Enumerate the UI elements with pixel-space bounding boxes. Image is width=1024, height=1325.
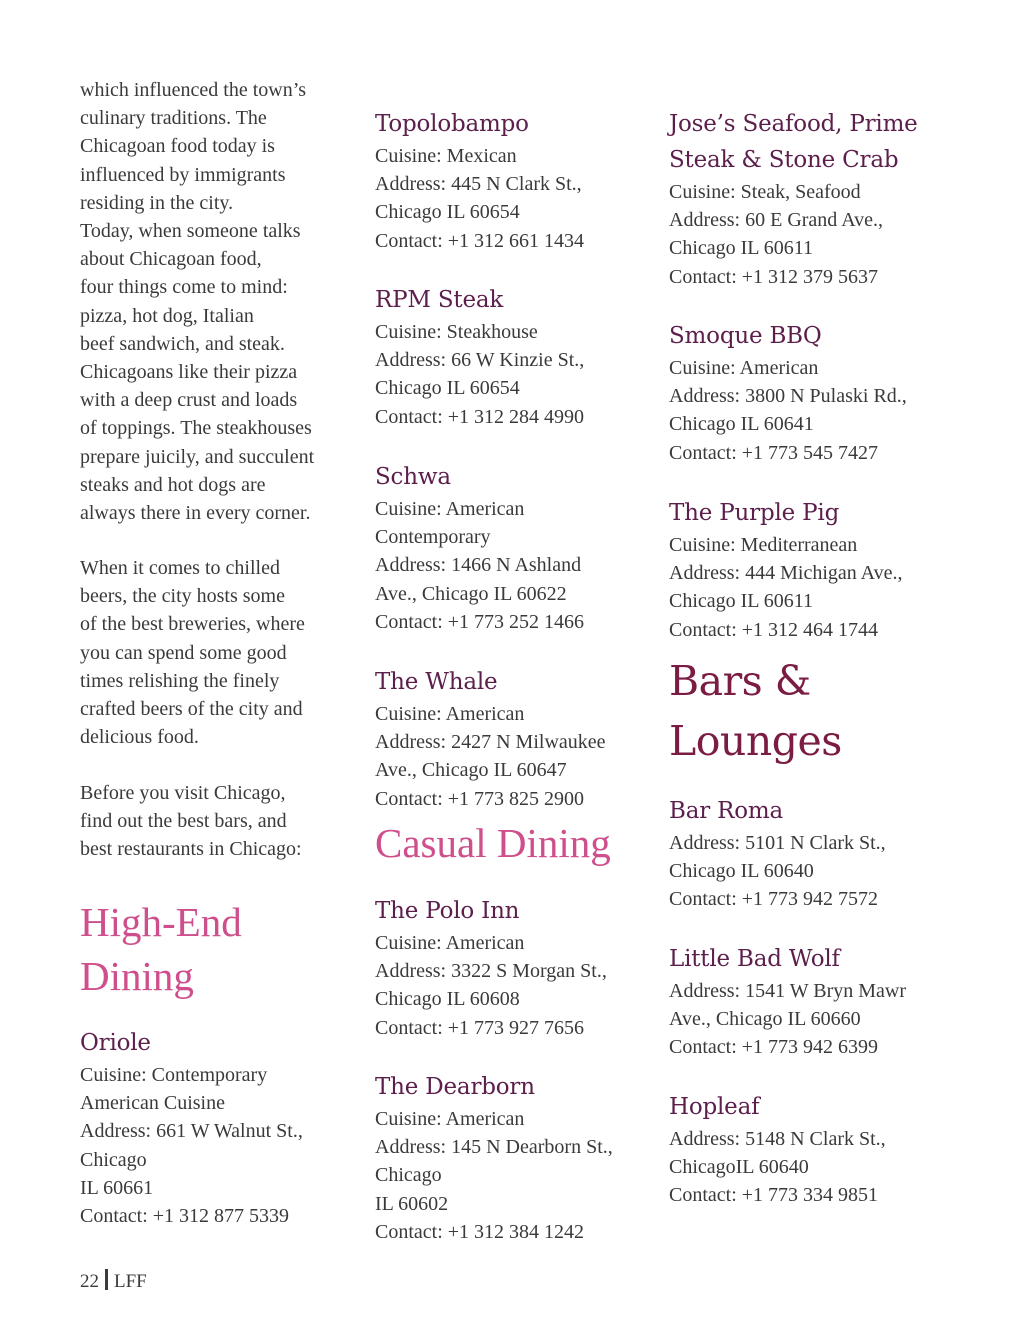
venue-detail: Contact: +1 773 942 7572 <box>669 888 879 911</box>
text-line: Before you visit Chicago, <box>80 782 286 804</box>
text-line: delicious food. <box>80 726 199 749</box>
section-heading-line: High-End <box>80 899 242 945</box>
venue-name: The Dearborn <box>375 1074 535 1100</box>
venue-detail: Address: 145 N Dearborn St., <box>375 1136 613 1159</box>
venue-detail: Address: 444 Michigan Ave., <box>669 562 903 585</box>
text-line: crafted beers of the city and <box>80 698 303 721</box>
venue-name: Steak & Stone Crab <box>669 147 899 173</box>
venue-detail: Chicago IL 60654 <box>375 377 520 400</box>
text-line: always there in every corner. <box>80 502 311 525</box>
venue-detail: Contact: +1 773 942 6399 <box>669 1036 879 1059</box>
venue-detail: Cuisine: American <box>669 357 819 379</box>
venue-detail: Contact: +1 312 661 1434 <box>375 229 585 252</box>
text-line: influenced by immigrants <box>80 163 286 186</box>
venue-detail: Address: 1466 N Ashland <box>375 554 582 577</box>
section-heading-high-end-dining <box>80 895 242 1003</box>
section-heading-line: Bars & <box>669 657 811 705</box>
text-line: residing in the city. <box>80 191 234 214</box>
venue-detail: Cuisine: American <box>375 498 525 520</box>
section-heading-line: Dining <box>80 953 194 999</box>
venue-name: Topolobampo <box>375 111 529 137</box>
venue-detail: Contemporary <box>375 526 491 549</box>
footer-divider <box>105 1269 108 1290</box>
venue-schwa <box>375 460 584 636</box>
venue-the-polo-inn <box>375 894 607 1042</box>
venue-detail: Contact: +1 312 464 1744 <box>669 618 879 641</box>
venue-name: Bar Roma <box>669 798 784 824</box>
section-heading-casual-dining: Casual Dining <box>375 820 611 866</box>
venue-detail: Address: 661 W Walnut St., <box>80 1120 303 1143</box>
text-line: which influenced the town’s <box>80 79 307 101</box>
venue-detail: Chicago <box>80 1148 147 1171</box>
text-line: about Chicagoan food, <box>80 248 262 271</box>
venue-detail: Cuisine: American <box>375 932 525 954</box>
section-heading-line: Lounges <box>669 717 842 765</box>
venue-name: Oriole <box>80 1030 151 1056</box>
venue-detail: Address: 60 E Grand Ave., <box>669 209 884 232</box>
venue-detail: Address: 66 W Kinzie St., <box>375 349 585 372</box>
venue-name: Jose’s Seafood, Prime <box>669 111 918 137</box>
venue-detail: Chicago IL 60641 <box>669 413 814 436</box>
text-line: Chicagoans like their pizza <box>80 361 298 384</box>
text-line: you can spend some good <box>80 641 287 664</box>
venue-oriole <box>80 1026 303 1230</box>
venue-detail: Chicago <box>375 1164 442 1187</box>
text-line: with a deep crust and loads <box>80 389 298 412</box>
venue-detail: Contact: +1 773 252 1466 <box>375 610 585 633</box>
venue-detail: Contact: +1 312 384 1242 <box>375 1220 585 1243</box>
venue-detail: Contact: +1 312 284 4990 <box>375 405 585 428</box>
text-line: of the best breweries, where <box>80 613 305 636</box>
venue-detail: Ave., Chicago IL 60622 <box>375 582 567 605</box>
intro-paragraph-2 <box>80 554 305 751</box>
text-line: times relishing the finely <box>80 669 280 692</box>
venue-detail: Chicago IL 60611 <box>669 237 814 260</box>
venue-detail: Address: 1541 W Bryn Mawr <box>669 980 907 1002</box>
venue-detail: Cuisine: Mediterranean <box>669 534 858 556</box>
venue-detail: IL 60661 <box>80 1176 154 1199</box>
venue-detail: Chicago IL 60608 <box>375 988 520 1011</box>
intro-paragraph-1 <box>80 76 365 527</box>
venue-smoque-bbq <box>669 319 907 467</box>
text-line: culinary traditions. The <box>80 107 267 130</box>
venue-detail: Contact: +1 773 545 7427 <box>669 441 879 464</box>
venue-detail: Address: 5101 N Clark St., <box>669 832 886 854</box>
text-line: Today, when someone talks <box>80 220 301 243</box>
venue-detail: ChicagoIL 60640 <box>669 1156 809 1179</box>
venue-joses-seafood <box>669 107 918 291</box>
venue-detail: Contact: +1 773 825 2900 <box>375 787 585 810</box>
publication-name: LFF <box>114 1271 147 1292</box>
section-heading-bars-lounges <box>669 651 842 771</box>
text-line: prepare juicily, and succulent <box>80 445 315 468</box>
venue-detail: Ave., Chicago IL 60660 <box>669 1008 861 1031</box>
venue-detail: Cuisine: Steakhouse <box>375 321 538 343</box>
venue-detail: Chicago IL 60654 <box>375 201 520 224</box>
venue-detail: Chicago IL 60611 <box>669 590 814 613</box>
text-line: best restaurants in Chicago: <box>80 838 302 861</box>
text-line: pizza, hot dog, Italian <box>80 304 254 327</box>
venue-hopleaf <box>669 1090 886 1210</box>
venue-rpm-steak <box>375 283 584 431</box>
venue-detail: American Cuisine <box>80 1092 225 1115</box>
venue-the-purple-pig <box>669 496 903 644</box>
venue-the-dearborn <box>375 1070 613 1246</box>
venue-detail: Address: 445 N Clark St., <box>375 173 582 196</box>
venue-name: Smoque BBQ <box>669 323 822 349</box>
venue-detail: Cuisine: American <box>375 1108 525 1130</box>
text-line: beef sandwich, and steak. <box>80 332 285 355</box>
venue-little-bad-wolf <box>669 942 906 1062</box>
venue-detail: IL 60602 <box>375 1192 449 1215</box>
venue-detail: Address: 2427 N Milwaukee <box>375 731 606 754</box>
text-line: four things come to mind: <box>80 276 288 299</box>
venue-name: Hopleaf <box>669 1094 760 1120</box>
venue-detail: Contact: +1 773 334 9851 <box>669 1184 879 1207</box>
text-line: steaks and hot dogs are <box>80 473 266 496</box>
venue-the-whale <box>375 665 606 813</box>
venue-detail: Ave., Chicago IL 60647 <box>375 759 567 782</box>
venue-name: The Polo Inn <box>375 898 520 924</box>
venue-name: Little Bad Wolf <box>669 946 840 972</box>
venue-detail: Contact: +1 312 379 5637 <box>669 265 879 288</box>
venue-topolobampo <box>375 107 584 255</box>
venue-name: The Whale <box>375 669 498 695</box>
intro-paragraph-3 <box>80 779 302 864</box>
venue-detail: Contact: +1 312 877 5339 <box>80 1205 290 1228</box>
text-line: find out the best bars, and <box>80 810 287 833</box>
venue-detail: Cuisine: Contemporary <box>80 1064 268 1086</box>
venue-detail: Contact: +1 773 927 7656 <box>375 1016 585 1039</box>
venue-name: Schwa <box>375 464 451 490</box>
page-footer <box>80 1269 147 1293</box>
venue-name: The Purple Pig <box>669 500 840 526</box>
venue-detail: Cuisine: American <box>375 703 525 725</box>
text-line: beers, the city hosts some <box>80 585 285 608</box>
venue-detail: Chicago IL 60640 <box>669 860 814 883</box>
venue-detail: Address: 5148 N Clark St., <box>669 1128 886 1150</box>
text-line: When it comes to chilled <box>80 557 280 579</box>
venue-bar-roma <box>669 794 886 914</box>
venue-detail: Cuisine: Mexican <box>375 145 517 167</box>
venue-detail: Address: 3322 S Morgan St., <box>375 960 607 983</box>
page-number: 22 <box>80 1271 99 1292</box>
text-line: of toppings. The steakhouses <box>80 417 312 440</box>
venue-detail: Address: 3800 N Pulaski Rd., <box>669 385 907 408</box>
venue-name: RPM Steak <box>375 287 504 313</box>
venue-detail: Cuisine: Steak, Seafood <box>669 181 861 203</box>
text-line: Chicagoan food today is <box>80 135 275 158</box>
